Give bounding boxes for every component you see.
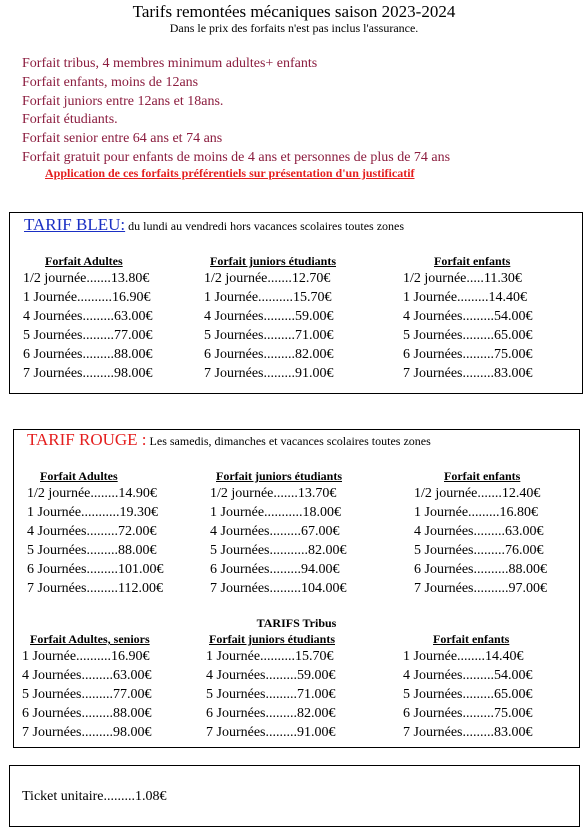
price-row: 1 Journée..........16.90€ [22,649,150,664]
price-row: 4 Journées.........54.00€ [403,668,533,683]
price-row: 7 Journées.........104.00€ [210,581,347,596]
forfait-item: Forfait enfants, moins de 12ans [22,74,199,90]
tribus-title: TARIFS Tribus [256,616,337,630]
price-row: 7 Journées.........91.00€ [204,366,334,381]
price-row: 4 Journées.........67.00€ [210,524,340,539]
price-row: 6 Journées.........82.00€ [204,347,334,362]
column-title: Forfait enfants [444,469,521,483]
rouge-col-juniors [210,468,347,598]
price-row: 5 Journées.........77.00€ [23,328,153,343]
price-row: 1 Journée..........15.70€ [204,290,332,305]
forfait-list [22,55,450,168]
price-row: 5 Journées.........71.00€ [204,328,334,343]
price-row: 1 Journée.........16.80€ [414,505,539,520]
price-row: 1 Journée..........16.90€ [23,290,151,305]
price-row: 4 Journées.........63.00€ [23,309,153,324]
price-row: 7 Journées.........98.00€ [23,366,153,381]
price-row: 6 Journées.........88.00€ [22,706,152,721]
price-row: 1/2 journée.......12.70€ [204,271,331,286]
forfait-item: Forfait senior entre 64 ans et 74 ans [22,131,223,147]
tarif-bleu-description: du lundi au vendredi hors vacances scolaires toutes zones [125,219,405,233]
tribus-col-adultes [22,631,152,742]
column-title: Forfait enfants [434,254,511,268]
price-row: 6 Journées.........101.00€ [27,562,164,577]
tarif-rouge-description: Les samedis, dimanches et vacances scolaires toutes zones [146,434,431,448]
column-title: Forfait Adultes, seniors [30,632,150,646]
tarif-bleu-box [9,212,583,394]
price-row: 4 Journées.........59.00€ [206,668,336,683]
column-title: Forfait juniors étudiants [216,469,342,483]
rouge-col-enfants [414,468,547,598]
price-row: 6 Journées.........82.00€ [206,706,336,721]
rouge-col-adultes [27,468,164,598]
forfait-item: Forfait tribus, 4 membres minimum adultes+ enfants [22,56,318,71]
column-title: Forfait juniors étudiants [209,632,335,646]
price-row: 5 Journées.........65.00€ [403,328,533,343]
forfait-item: Forfait étudiants. [22,112,118,128]
price-row: 1/2 journée.......13.70€ [210,486,337,501]
forfait-item: Forfait gratuit pour enfants de moins de 4 ans et personnes de plus de 74 ans [22,149,451,165]
page-title: Tarifs remontées mécaniques saison 2023-2024 [132,2,456,21]
column-title: Forfait Adultes [45,254,123,268]
page-subtitle: Dans le prix des forfaits n'est pas inclus l'assurance. [169,21,419,35]
price-row: 6 Journées.........88.00€ [23,347,153,362]
price-row: 1/2 journée.......12.40€ [414,486,541,501]
price-row: 1 Journée...........18.00€ [210,505,342,520]
price-row: 1/2 journée........14.90€ [27,486,157,501]
tarif-rouge-heading [27,430,431,449]
price-row: 4 Journées.........59.00€ [204,309,334,324]
ticket-box [9,765,580,827]
price-row: 1 Journée.........14.40€ [403,290,528,305]
bleu-col-enfants [403,253,533,383]
price-row: 5 Journées.........71.00€ [206,687,336,702]
price-row: 5 Journées.........76.00€ [414,543,544,558]
price-row: 7 Journées.........83.00€ [403,366,533,381]
price-row: 5 Journées.........77.00€ [22,687,152,702]
tribus-col-juniors [206,631,336,742]
price-row: 1/2 journée.......13.80€ [23,271,150,286]
price-row: 7 Journées.........91.00€ [206,725,336,740]
ticket-unitaire: Ticket unitaire.........1.08€ [22,789,167,804]
price-row: 7 Journées.........98.00€ [22,725,152,740]
bleu-col-adultes [23,253,153,383]
tarif-bleu-heading [24,215,405,234]
price-row: 6 Journées.........75.00€ [403,347,533,362]
price-row: 6 Journées.........94.00€ [210,562,340,577]
tarif-rouge-box [13,429,580,748]
price-row: 7 Journées..........97.00€ [414,581,547,596]
tarif-bleu-name: TARIF BLEU: [24,215,126,234]
price-row: 4 Journées.........54.00€ [403,309,533,324]
price-row: 6 Journées..........88.00€ [414,562,547,577]
price-row: 4 Journées.........63.00€ [22,668,152,683]
column-title: Forfait enfants [433,632,510,646]
price-row: 1 Journée........14.40€ [403,649,524,664]
price-row: 6 Journées.........75.00€ [403,706,533,721]
price-row: 1 Journée..........15.70€ [206,649,334,664]
price-row: 4 Journées.........72.00€ [27,524,157,539]
price-row: 7 Journées.........112.00€ [27,581,163,596]
price-row: 1/2 journée.....11.30€ [403,271,522,286]
price-row: 4 Journées.........63.00€ [414,524,544,539]
price-row: 1 Journée...........19.30€ [27,505,159,520]
price-row: 5 Journées...........82.00€ [210,543,347,558]
bleu-col-juniors [204,253,336,383]
price-row: 7 Journées.........83.00€ [403,725,533,740]
column-title: Forfait Adultes [40,469,118,483]
column-title: Forfait juniors étudiants [210,254,336,268]
tarif-rouge-name: TARIF ROUGE : [27,430,147,449]
forfait-item: Forfait juniors entre 12ans et 18ans. [22,93,224,109]
tribus-col-enfants [403,631,533,742]
justificatif-notice: Application de ces forfaits préférentiels sur présentation d'un justificatif [45,166,415,180]
price-row: 5 Journées.........88.00€ [27,543,157,558]
price-row: 5 Journées.........65.00€ [403,687,533,702]
